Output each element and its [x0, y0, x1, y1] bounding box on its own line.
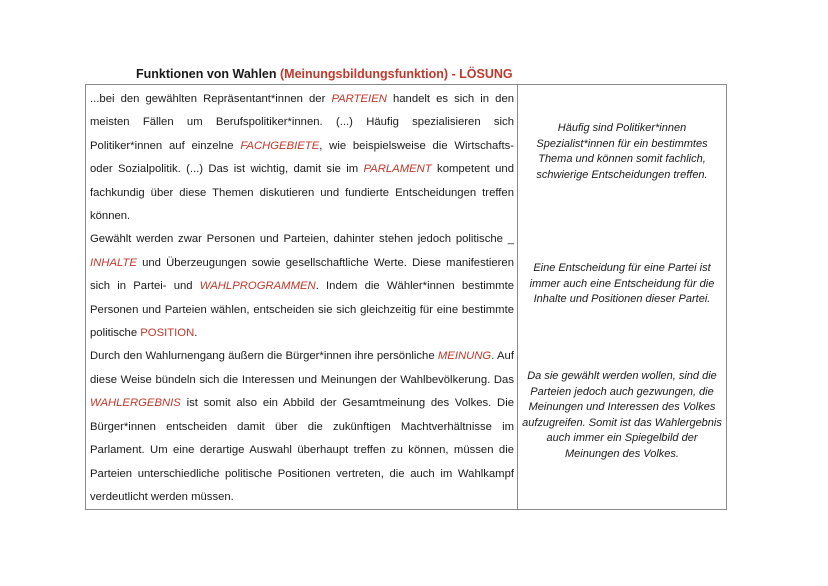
keyword-position: POSITION: [140, 327, 195, 340]
text-segment: ...bei den gewählten Repräsentant*innen der: [90, 93, 332, 105]
note-1: Häufig sind Politiker*innen Spezialist*innen für ein bestimmtes Thema und können somit fachlich, schwierige Entscheidungen treffen.: [536, 122, 708, 181]
text-segment: Durch den Wahlurnengang äußern die Bürger*innen ihre persönliche: [90, 350, 438, 363]
keyword-wahlergebnis: WAHLERGEBNIS: [90, 397, 181, 410]
paragraph-3: [90, 345, 514, 509]
text-segment: kompetent und fachkundig über diese Themen diskutieren und fundierte Entscheidungen treffen können.: [90, 163, 514, 223]
text-segment: Gewählt werden zwar Personen und Parteien, dahinter stehen jedoch politische _: [90, 233, 514, 246]
worksheet-title: [136, 67, 513, 81]
notes-column: [518, 85, 726, 509]
keyword-inhalte: INHALTE: [90, 256, 137, 269]
paragraph-2: [90, 228, 514, 345]
note-2: Eine Entscheidung für eine Partei ist immer auch eine Entscheidung für die Inhalte und Positionen dieser Partei.: [529, 262, 715, 306]
keyword-parteien: PARTEIEN: [331, 93, 387, 105]
text-column: [86, 85, 518, 509]
text-segment: und Überzeugungen sowie gesellschaftliche Werte. Diese manifestieren sich in Partei- und: [90, 256, 514, 293]
keyword-meinung: MEINUNG: [437, 350, 492, 363]
text-segment: . Indem die Wähler*innen bestimmte Personen und Parteien wählen, entscheiden sie sich gleichzeitig für eine bestimmte politische: [90, 280, 515, 340]
title-suffix: - LÖSUNG: [451, 67, 513, 81]
worksheet-table: [85, 84, 727, 510]
text-segment: handelt es sich in den meisten Fällen um Berufspolitiker*innen. (...) Häufig spezialisieren sich Politiker*innen auf einzelne: [90, 93, 515, 152]
keyword-fachgebiete: FACHGEBIETE: [240, 139, 320, 152]
keyword-wahlprogrammen: WAHLPROGRAMMEN: [199, 280, 316, 293]
text-segment: , wie beispielsweise die Wirtschafts- oder Sozialpolitik. (...) Das ist wichtig, damit sie im: [90, 139, 515, 176]
paragraph-1: [90, 88, 514, 228]
title-main: Funktionen von Wahlen: [136, 67, 277, 81]
text-segment: . Auf diese Weise bündeln sich die Interessen und Meinungen der Wahlbevölkerung. Das: [90, 350, 514, 386]
text-segment: .: [194, 327, 198, 340]
title-subtitle: (Meinungsbildungsfunktion): [280, 67, 449, 81]
keyword-parlament: PARLAMENT: [363, 163, 432, 176]
note-3: Da sie gewählt werden wollen, sind die Parteien jedoch auch gezwungen, die Meinungen und Interessen des Volkes aufzugreifen. Somit ist das Wahlergebnis auch immer ein Spiegelbild der Meinungen des Volkes.: [522, 370, 722, 460]
text-segment: ist somit also ein Abbild der Gesamtmeinung des Volkes. Die Bürger*innen entscheiden damit über die zukünftigen Machtverhältnisse im Parlament. Um eine derartige Auswahl überhaupt treffen zu können, müssen die Parteien unterschiedliche politische Positionen vertreten, die auch im Wahlkampf verdeutlicht werden müssen.: [90, 397, 514, 503]
